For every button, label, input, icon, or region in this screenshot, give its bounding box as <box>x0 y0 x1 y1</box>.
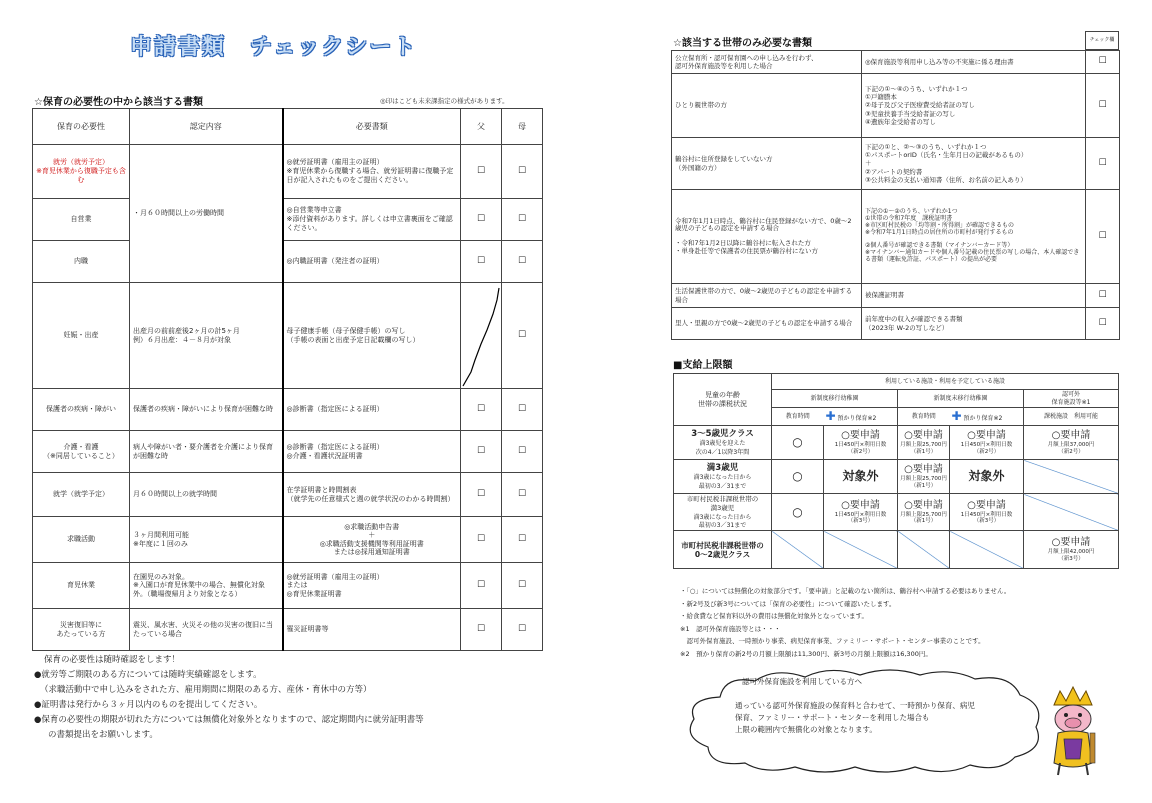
apply-label: ○要申請 <box>967 499 1006 511</box>
temp-care-cell <box>950 408 1024 426</box>
apply-detail: 月額上限37,000円 （新2号） <box>1047 441 1095 455</box>
edu-time-header: 教育時間 <box>898 408 950 426</box>
diagonal-empty-cell <box>898 531 950 569</box>
table-row <box>33 199 543 241</box>
cloud-line: 上限の範囲内で無償化の対象となります。 <box>735 725 877 734</box>
household-checkbox[interactable]: ☐ <box>1086 308 1120 340</box>
table-row <box>33 473 543 517</box>
note-line: 認可外保育施設、一時預かり事業、病児保育事業、ファミリー・サポート・センター事業のことです。 <box>680 637 985 645</box>
corner-cell: 児童の年齢 世帯の課税状況 <box>674 374 772 426</box>
who-cell: 令和7年1月1日時点、鶴谷村に住民登録がない方で、0歳～2歳児の子どもの認定を申請する場合 ・令和7年1月2日以降に鶴谷村に転入された方 ・単身赴任等で保護者の住民票が鶴谷村にない方 <box>672 190 862 284</box>
apply-cell <box>824 426 898 460</box>
mother-checkbox[interactable]: ☐ <box>502 199 543 241</box>
note-line: ●証明書は発行から３ヶ月以内のものを提出してください。 <box>34 700 263 710</box>
docs-cell: ◎診断書（指定医による証明） <box>283 389 461 431</box>
row-sublabel: 満3歳児を迎えた 次の4／1以降3年間 <box>695 440 750 456</box>
row-label-cell <box>674 426 772 460</box>
table-row <box>674 426 1119 460</box>
need-cell: 育児休業 <box>33 563 130 609</box>
apply-detail: 1日450円×利用日数 （新2号） <box>960 441 1013 455</box>
row-sublabel: 満3歳になった日から 最初の3／31まで <box>693 474 752 490</box>
criteria-cell: ３ヶ月間利用可能 ※年度に１回のみ <box>130 517 283 563</box>
apply-cell <box>898 494 950 531</box>
left-notes <box>34 653 544 743</box>
household-checkbox[interactable]: ☐ <box>1086 284 1120 308</box>
unlicensed-header: 認可外 保育施設等※1 <box>1024 390 1119 408</box>
father-checkbox[interactable]: ☐ <box>461 563 502 609</box>
table-row <box>674 494 1119 531</box>
note-line: ・「○」については無償化の対象部分です。「要申請」と記載のない箇所は、鶴谷村へ申請する必要はありません。 <box>680 587 1011 595</box>
who-cell: 鶴谷村に住所登録をしていない方 （外国籍の方） <box>672 138 862 190</box>
page-title: 申請書類 チェックシート <box>130 35 418 60</box>
need-cell: 就学（就学予定） <box>33 473 130 517</box>
temp-care-header: 預かり保育※2 <box>963 415 1003 423</box>
apply-cell <box>950 494 1024 531</box>
note-line: ・新2号及び新3号については「保育の必要性」について確認いたします。 <box>680 599 896 608</box>
mother-checkbox[interactable]: ☐ <box>502 241 543 283</box>
edu-time-header: 教育時間 <box>772 408 824 426</box>
note-line: 保育の必要性は随時確認をします！ <box>44 655 181 665</box>
note-line: の書類提出をお願いします。 <box>48 730 158 740</box>
not-covered-label: 対象外 <box>950 460 1024 494</box>
table-row <box>672 138 1120 190</box>
table-header-row <box>33 109 543 145</box>
father-checkbox[interactable]: ☐ <box>461 431 502 473</box>
docs-cell: ◎就労証明書（雇用主の証明） または ◎育児休業証明書 <box>283 563 461 609</box>
apply-cell <box>950 426 1024 460</box>
mascot-illustration <box>1040 683 1106 779</box>
apply-detail: 月額上限42,000円 （新3号） <box>1047 549 1095 562</box>
left-section-heading: ☆保育の必要性の中から該当する書類 <box>34 97 203 108</box>
household-checkbox[interactable]: ☐ <box>1086 51 1120 74</box>
row-sublabel: 満3歳になった日から 最初の3／31まで <box>693 513 752 529</box>
need-cell: 就労（就労予定） ※育児休業から復職予定も含む <box>33 145 130 199</box>
table-row <box>33 563 543 609</box>
cloud-title: 認可外保育施設を利用している方へ <box>742 677 862 686</box>
table-row <box>33 283 543 389</box>
household-checkbox[interactable]: ☐ <box>1086 190 1120 284</box>
need-cell: 災害復旧等に あたっている方 <box>33 609 130 651</box>
table-row <box>33 609 543 651</box>
apply-detail: 月額上限25,700円 （新1号） <box>900 475 947 489</box>
header-criteria: 認定内容 <box>130 109 283 145</box>
row-label: 市町村民税非課税世帯の 満3歳児 <box>686 495 759 512</box>
table-row <box>672 51 1120 74</box>
not-covered-label: 対象外 <box>824 460 898 494</box>
father-checkbox[interactable]: ☐ <box>461 389 502 431</box>
apply-label: ○要申請 <box>904 429 943 441</box>
note-line: ※1 認可外保育施設等とは・・・ <box>680 624 781 633</box>
criteria-cell: 震災、風水害、火災その他の災害の復旧に当たっている場合 <box>130 609 283 651</box>
table-row <box>674 460 1119 494</box>
apply-cell <box>824 494 898 531</box>
need-cell: 内職 <box>33 241 130 283</box>
note-line: ※2 預かり保育の新2号の月額上限額は11,300円、新3号の月額上限額は16,300円。 <box>680 649 932 658</box>
criteria-cell: 病人や障がい者・要介護者を介護により保育が困難な時 <box>130 431 283 473</box>
who-cell: 里人・里親の方で0歳～2歳児の子どもの認定を申請する場合 <box>672 308 862 340</box>
mother-checkbox[interactable]: ☐ <box>502 517 543 563</box>
temp-care-cell <box>824 408 898 426</box>
docs-cell: 前年度中の収入が確認できる書類 （2023年 W-2の写しなど） <box>862 308 1086 340</box>
docs-cell: 下記の①～②のうち、いずれか1つ ①世帯の令和7年度 課税証明書 ※市区町村民税の「均等割・所得割」が確認できるもの ※令和7年1月1日時点の居住所の市町村が発行するもの ②個人番号が確認できる書類（マイナンバーカード等） ※マイナンバー通知カードや個人番号記載の住民票の写しの場合、本人確認できる書類（運転免許証、パスポート）の提出が必要 <box>862 190 1086 284</box>
necessity-table <box>32 108 543 651</box>
docs-cell: ◎内職証明書（発注者の証明） <box>283 241 461 283</box>
apply-cell <box>898 426 950 460</box>
table-row <box>672 190 1120 284</box>
using-facility-header: 利用している施設・利用を予定している施設 <box>772 374 1119 390</box>
table-row <box>674 374 1119 390</box>
criteria-cell: 月６０時間以上の就学時間 <box>130 473 283 517</box>
mother-checkbox[interactable]: ☐ <box>502 389 543 431</box>
diagonal-empty-cell <box>824 531 898 569</box>
new-system-header: 新制度未移行幼稚園 <box>898 390 1024 408</box>
old-system-header: 新制度移行幼稚園 <box>772 390 898 408</box>
who-cell: ひとり親世帯の方 <box>672 74 862 138</box>
docs-cell: 被保護証明書 <box>862 284 1086 308</box>
table-row <box>672 284 1120 308</box>
table-row <box>33 241 543 283</box>
father-checkbox[interactable]: ☐ <box>461 473 502 517</box>
docs-cell: 下記の①～④のうち、いずれか１つ ①戸籍謄本 ②母子及び父子医療費受給者証の写し ③児童扶養手当受給者証の写し ④遺族年金受給者の写し <box>862 74 1086 138</box>
row-label: 3～5歳児クラス <box>691 429 754 440</box>
apply-detail: 1日450円×利用日数 （新3号） <box>834 511 887 525</box>
mother-checkbox[interactable]: ☐ <box>502 563 543 609</box>
table-row <box>672 308 1120 340</box>
apply-detail: 月額上限25,700円 （新1号） <box>900 511 947 525</box>
apply-cell <box>1024 531 1119 569</box>
father-checkbox[interactable]: ☐ <box>461 609 502 651</box>
diagonal-empty-cell <box>1024 494 1119 531</box>
need-cell: 保護者の疾病・障がい <box>33 389 130 431</box>
not-applicable-slash <box>461 284 501 388</box>
table-row <box>33 431 543 473</box>
cloud-line: 保育、ファミリー・サポート・センターを利用した場合も <box>735 713 930 722</box>
mother-checkbox[interactable]: ☐ <box>502 283 543 389</box>
criteria-cell: 在園児のみ対象。 ※入園口が育児休業中の場合、無償化対象外。（職場復帰月より対象となる） <box>130 563 283 609</box>
table-row <box>672 74 1120 138</box>
right-section-heading: ☆該当する世帯のみ必要な書類 <box>673 38 812 49</box>
header-docs: 必要書類 <box>283 109 461 145</box>
check-column-header: チェック欄 <box>1085 31 1119 50</box>
docs-cell: ◎求職活動申告書 ＋ ◎求職活動支援機関等利用証明書 または◎採用通知証明書 <box>283 517 461 563</box>
header-need: 保育の必要性 <box>33 109 130 145</box>
need-cell: 求職活動 <box>33 517 130 563</box>
apply-detail: 1日450円×利用日数 （新3号） <box>960 511 1013 525</box>
row-label-cell <box>674 494 772 531</box>
note-line: ・給食費など保育料以外の費用は無償化対象外となっています。 <box>680 612 868 620</box>
apply-cell <box>1024 426 1119 460</box>
left-section-note: ◎印はこども未来課指定の様式があります。 <box>380 97 509 105</box>
need-cell: 介護・看護 （※同居していること） <box>33 431 130 473</box>
who-cell: 公立保育所・認可保育園への申し込みを行わず、 認可外保育施設等を利用した場合 <box>672 51 862 74</box>
cloud-line: 通っている認可外保育施設の保育料と合わせて、一時預かり保育、病児 <box>735 701 975 710</box>
apply-detail: 月額上限25,700円 （新1号） <box>900 441 947 455</box>
mother-checkbox[interactable]: ☐ <box>502 431 543 473</box>
father-na-cell <box>461 283 502 389</box>
row-label: 満3歳児 <box>706 463 739 474</box>
apply-label: ○要申請 <box>1051 537 1091 549</box>
unlicensed-sub-header: 課税施設 利用可能 <box>1024 408 1119 426</box>
father-checkbox[interactable]: ☐ <box>461 517 502 563</box>
mother-checkbox[interactable]: ☐ <box>502 145 543 199</box>
circle-mark: ○ <box>772 460 824 494</box>
row-label: 市町村民税非課税世帯の 0～2歳児クラス <box>674 531 772 569</box>
docs-cell: ◎診断書（指定医による証明） ◎介護・看護状況証明書 <box>283 431 461 473</box>
table-row <box>33 389 543 431</box>
apply-label: ○要申請 <box>841 429 880 441</box>
mother-checkbox[interactable]: ☐ <box>502 473 543 517</box>
criteria-cell: ・月６０時間以上の労働時間 <box>130 145 283 283</box>
apply-detail: 1日450円×利用日数 （新2号） <box>834 441 887 455</box>
circle-mark: ○ <box>772 426 824 460</box>
table-row <box>674 531 1119 569</box>
note-line: ●就労等ご期限のある方については随時実績確認をします。 <box>34 670 262 680</box>
household-checkbox[interactable]: ☐ <box>1086 74 1120 138</box>
mother-checkbox[interactable]: ☐ <box>502 609 543 651</box>
household-table <box>671 50 1120 340</box>
criteria-cell: 保護者の疾病・障がいにより保育が困難な時 <box>130 389 283 431</box>
limit-table <box>673 373 1119 569</box>
right-notes <box>680 585 1120 660</box>
father-checkbox[interactable]: ☐ <box>461 199 502 241</box>
docs-cell: 罹災証明書等 <box>283 609 461 651</box>
need-cell: 妊娠・出産 <box>33 283 130 389</box>
diagonal-empty-cell <box>1024 460 1119 494</box>
docs-cell: 下記の①と、②～③のうち、いずれか１つ ①パスポートorID（氏名・生年月日の記載があるもの） ＋ ②アパートの契約書 ③公共料金の支払い通知書（住所、お名前の記入あり） <box>862 138 1086 190</box>
limit-heading: ■支給上限額 <box>673 360 733 371</box>
table-row <box>33 145 543 199</box>
apply-label: ○要申請 <box>904 463 943 475</box>
circle-mark: ○ <box>772 494 824 531</box>
header-mother: 母 <box>502 109 543 145</box>
docs-cell: ◎保育施設等利用申し込み等の不実施に係る理由書 <box>862 51 1086 74</box>
row-label-cell <box>674 460 772 494</box>
note-line: ●保育の必要性の期限が切れた方については無償化対象外となりますので、認定期間内に就労証明書等 <box>34 715 424 725</box>
household-checkbox[interactable]: ☐ <box>1086 138 1120 190</box>
apply-cell <box>898 460 950 494</box>
docs-cell: 在学証明書と時間割表 （就学先の任意様式と週の就学状況のわかる時間割） <box>283 473 461 517</box>
plus-icon: ✚ <box>951 409 962 424</box>
plus-icon: ✚ <box>825 409 836 424</box>
need-cell: 自営業 <box>33 199 130 241</box>
docs-cell: 母子健康手帳（母子保健手帳）の写し （手帳の表面と出産予定日記載欄の写し） <box>283 283 461 389</box>
diagonal-empty-cell <box>772 531 824 569</box>
temp-care-header: 預かり保育※2 <box>837 415 877 423</box>
apply-label: ○要申請 <box>904 499 943 511</box>
apply-label: ○要申請 <box>967 429 1006 441</box>
who-cell: 生活保護世帯の方で、0歳～2歳児の子どもの認定を申請する場合 <box>672 284 862 308</box>
note-line: （求職活動中で申し込みをされた方、雇用期間に期限のある方、産休・育休中の方等） <box>40 685 372 695</box>
father-checkbox[interactable]: ☐ <box>461 241 502 283</box>
header-father: 父 <box>461 109 502 145</box>
table-row <box>33 517 543 563</box>
apply-label: ○要申請 <box>1051 429 1091 441</box>
criteria-cell: 出産月の前前産後2ヶ月の計5ヶ月 例）６月出産：４－８月が対象 <box>130 283 283 389</box>
docs-cell: ◎就労証明書（雇用主の証明） ※育児休業から復職する場合、就労証明書に復職予定日が記入されたものをご提出ください。 <box>283 145 461 199</box>
apply-label: ○要申請 <box>841 499 880 511</box>
father-checkbox[interactable]: ☐ <box>461 145 502 199</box>
diagonal-empty-cell <box>950 531 1024 569</box>
docs-cell: ◎自営業等申立書 ※添付資料があります。詳しくは申立書裏面をご確認ください。 <box>283 199 461 241</box>
